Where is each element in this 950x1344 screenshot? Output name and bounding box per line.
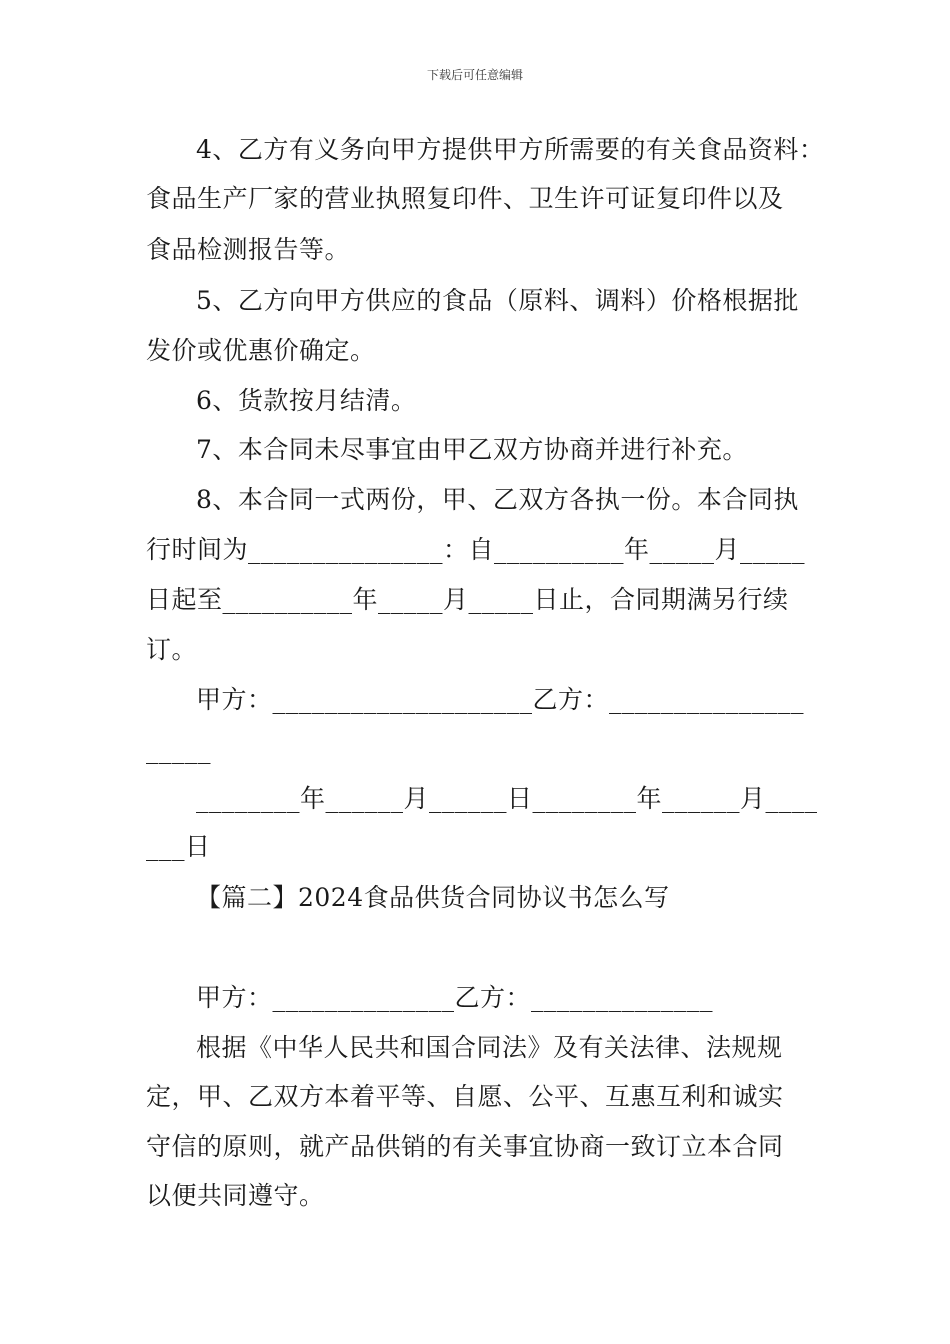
section-two-parties: 甲方：______________乙方：______________ bbox=[196, 983, 714, 1012]
preamble-line-2: 定，甲、乙双方本着平等、自愿、公平、互惠互利和诚实 bbox=[146, 1082, 784, 1111]
clause-6: 6、货款按月结清。 bbox=[196, 386, 417, 415]
preamble-line-1: 根据《中华人民共和国合同法》及有关法律、法规规 bbox=[196, 1033, 783, 1062]
page-header: 下载后可任意编辑 bbox=[426, 68, 523, 82]
signature-parties-line-1: 甲方：____________________乙方：_______________ bbox=[196, 685, 805, 714]
clause-4-line-2: 食品生产厂家的营业执照复印件、卫生许可证复印件以及 bbox=[146, 184, 784, 213]
clause-8-line-3: 日起至__________年_____月_____日止，合同期满另行续 bbox=[146, 585, 789, 614]
clause-5-line-2: 发价或优惠价确定。 bbox=[146, 336, 376, 365]
clause-5-line-1: 5、乙方向甲方供应的食品（原料、调料）价格根据批 bbox=[196, 286, 799, 315]
signature-date-line-2: ___日 bbox=[146, 832, 211, 861]
clause-7: 7、本合同未尽事宜由甲乙双方协商并进行补充。 bbox=[196, 435, 748, 464]
clause-8-line-2: 行时间为_______________：自__________年_____月_____ bbox=[146, 535, 806, 564]
clause-8-line-4: 订。 bbox=[146, 635, 198, 664]
clause-4-line-1: 4、乙方有义务向甲方提供甲方所需要的有关食品资料： bbox=[196, 135, 825, 164]
section-two-heading: 【篇二】2024食品供货合同协议书怎么写 bbox=[196, 883, 670, 912]
signature-parties-line-2: _____ bbox=[146, 735, 211, 764]
clause-4-line-3: 食品检测报告等。 bbox=[146, 235, 351, 264]
clause-8-line-1: 8、本合同一式两份，甲、乙双方各执一份。本合同执 bbox=[196, 485, 799, 514]
preamble-line-4: 以便共同遵守。 bbox=[146, 1181, 325, 1210]
signature-date-line-1: ________年______月______日________年______月____ bbox=[196, 784, 818, 813]
preamble-line-3: 守信的原则，就产品供销的有关事宜协商一致订立本合同 bbox=[146, 1132, 784, 1161]
